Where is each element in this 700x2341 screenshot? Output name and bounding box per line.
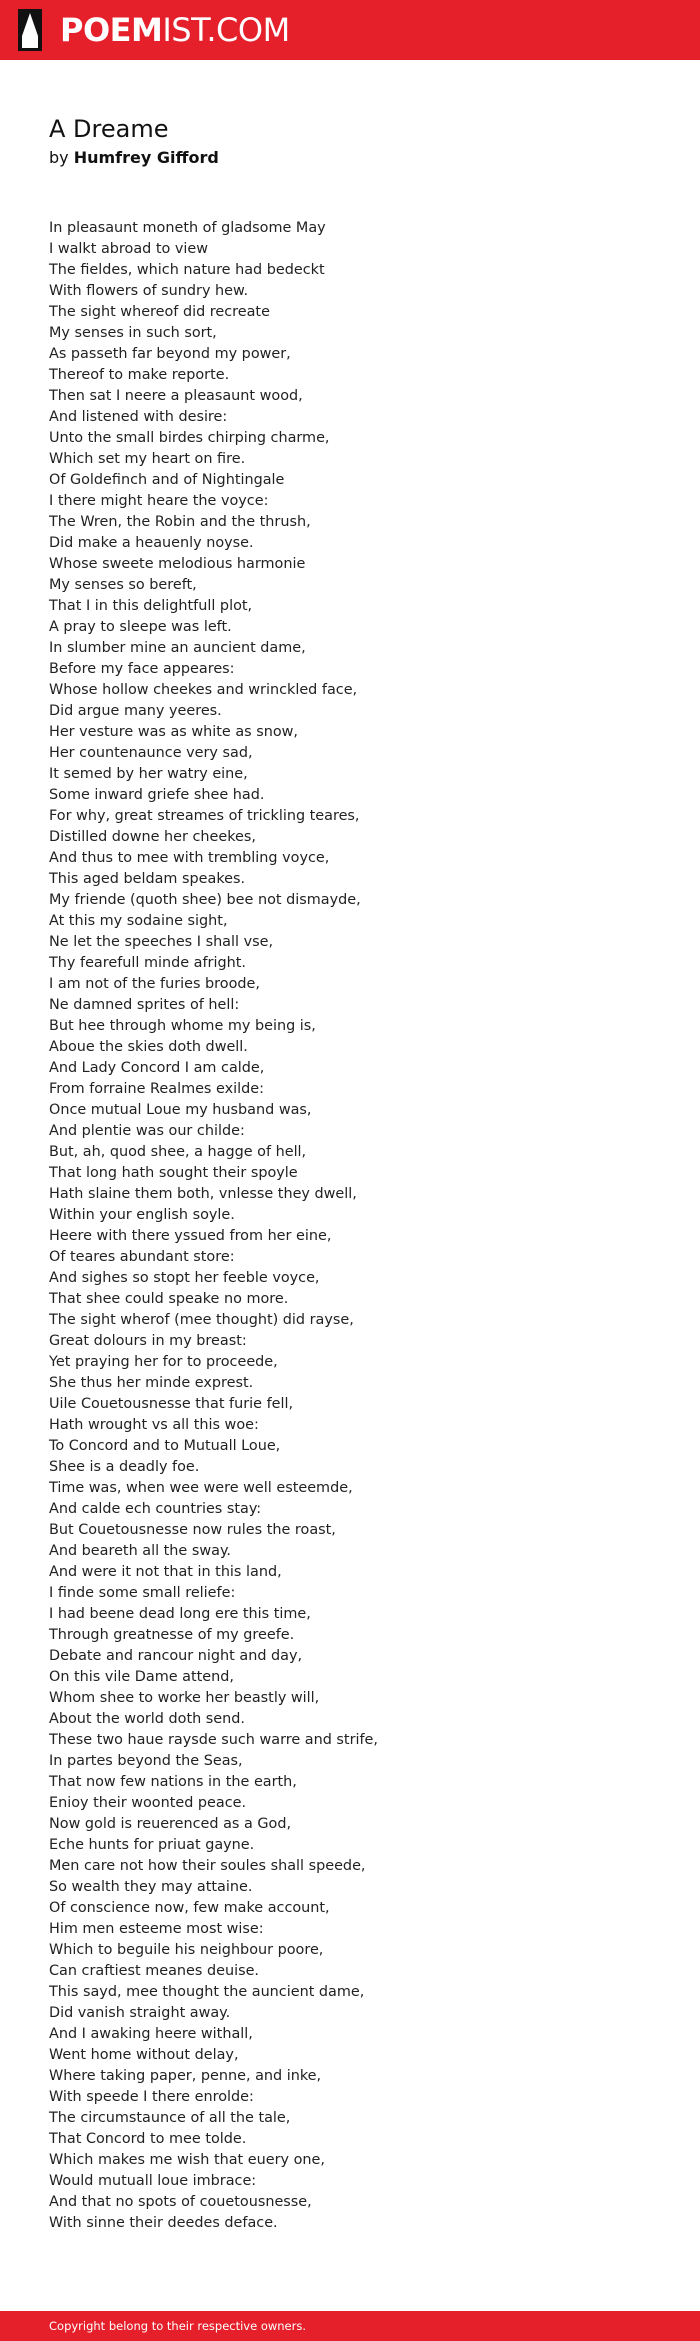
- site-footer: [0, 2311, 700, 2341]
- poem-line: It semed by her watry eine,: [49, 766, 248, 782]
- poem-line: And thus to mee with trembling voyce,: [49, 850, 330, 866]
- poem-line: And I awaking heere withall,: [49, 2026, 253, 2042]
- poem-line: This sayd, mee thought the auncient dame,: [49, 1984, 365, 2000]
- poem-line: I walkt abroad to view: [49, 241, 208, 257]
- poem-line: This aged beldam speakes.: [49, 871, 246, 887]
- poem-line: Did make a heauenly noyse.: [49, 535, 254, 551]
- poem-line: Which makes me wish that euery one,: [49, 2152, 325, 2168]
- poem-line: And beareth all the sway.: [49, 1543, 231, 1559]
- poem-byline: [49, 148, 219, 168]
- poem-line: But Couetousnesse now rules the roast,: [49, 1522, 336, 1538]
- brand-light: IST.COM: [162, 11, 290, 49]
- poem-line: Did argue many yeeres.: [49, 703, 222, 719]
- poem-line: A pray to sleepe was left.: [49, 619, 232, 635]
- poem-line: And that no spots of couetousnesse,: [49, 2194, 312, 2210]
- poem-line: Now gold is reuerenced as a God,: [49, 1816, 292, 1832]
- poem-line: In pleasaunt moneth of gladsome May: [49, 220, 326, 236]
- poem-line: Would mutuall loue imbrace:: [49, 2173, 257, 2189]
- poem-line: Her countenaunce very sad,: [49, 745, 253, 761]
- poem-line: As passeth far beyond my power,: [49, 346, 291, 362]
- poem-line: I finde some small reliefe:: [49, 1585, 236, 1601]
- poem-line: She thus her minde exprest.: [49, 1375, 254, 1391]
- poem-line: The sight whereof did recreate: [49, 304, 270, 320]
- site-logo[interactable]: [18, 9, 290, 51]
- poem-line: Thereof to make reporte.: [49, 367, 230, 383]
- poem-line: Yet praying her for to proceede,: [49, 1354, 278, 1370]
- poem-line: In partes beyond the Seas,: [49, 1753, 243, 1769]
- poem-line: I had beene dead long ere this time,: [49, 1606, 311, 1622]
- poem-line: Can craftiest meanes deuise.: [49, 1963, 259, 1979]
- poem-line: Then sat I neere a pleasaunt wood,: [49, 388, 303, 404]
- poem-title: A Dreame: [49, 115, 169, 143]
- poem-line: And listened with desire:: [49, 409, 228, 425]
- poem-line: Some inward griefe shee had.: [49, 787, 265, 803]
- poem-line: From forraine Realmes exilde:: [49, 1081, 264, 1097]
- poem-line: Unto the small birdes chirping charme,: [49, 430, 330, 446]
- poem-line: The circumstaunce of all the tale,: [49, 2110, 291, 2126]
- poem-line: With speede I there enrolde:: [49, 2089, 254, 2105]
- poem-line: Where taking paper, penne, and inke,: [49, 2068, 322, 2084]
- poem-line: Aboue the skies doth dwell.: [49, 1039, 248, 1055]
- site-header: [0, 0, 700, 60]
- poem-line: On this vile Dame attend,: [49, 1669, 234, 1685]
- poem-line: So wealth they may attaine.: [49, 1879, 253, 1895]
- poem-line: That long hath sought their spoyle: [49, 1165, 298, 1181]
- poem-line: And were it not that in this land,: [49, 1564, 282, 1580]
- poem-line: Whom shee to worke her beastly will,: [49, 1690, 320, 1706]
- poem-line: Uile Couetousnesse that furie fell,: [49, 1396, 294, 1412]
- poem-line: The sight wherof (mee thought) did rayse,: [49, 1312, 354, 1328]
- poem-body: [49, 218, 378, 2234]
- poem-line: That shee could speake no more.: [49, 1291, 289, 1307]
- poem-line: My senses so bereft,: [49, 577, 197, 593]
- poem-line: And calde ech countries stay:: [49, 1501, 262, 1517]
- poem-line: Through greatnesse of my greefe.: [49, 1627, 295, 1643]
- poem-line: Enioy their woonted peace.: [49, 1795, 247, 1811]
- poem-line: Ne damned sprites of hell:: [49, 997, 240, 1013]
- poem-line: I there might heare the voyce:: [49, 493, 269, 509]
- poem-line: Great dolours in my breast:: [49, 1333, 247, 1349]
- poem-line: Ne let the speeches I shall vse,: [49, 934, 274, 950]
- poem-line: But hee through whome my being is,: [49, 1018, 316, 1034]
- poem-line: And Lady Concord I am calde,: [49, 1060, 265, 1076]
- brand-bold: POEM: [60, 11, 163, 49]
- poem-line: Thy fearefull minde afright.: [49, 955, 246, 971]
- poem-line: Eche hunts for priuat gayne.: [49, 1837, 255, 1853]
- poem-line: My senses in such sort,: [49, 325, 217, 341]
- poem-line: Shee is a deadly foe.: [49, 1459, 200, 1475]
- poem-line: Whose sweete melodious harmonie: [49, 556, 306, 572]
- poem-line: At this my sodaine sight,: [49, 913, 228, 929]
- poem-line: Him men esteeme most wise:: [49, 1921, 264, 1937]
- poem-line: Before my face appeares:: [49, 661, 235, 677]
- poem-line: With flowers of sundry hew.: [49, 283, 249, 299]
- poem-line: With sinne their deedes deface.: [49, 2215, 278, 2231]
- poem-line: Distilled downe her cheekes,: [49, 829, 256, 845]
- poem-line: The fieldes, which nature had bedeckt: [49, 262, 325, 278]
- poem-line: Whose hollow cheekes and wrinckled face,: [49, 682, 358, 698]
- poem-line: Which set my heart on fire.: [49, 451, 246, 467]
- poem-line: Of conscience now, few make account,: [49, 1900, 330, 1916]
- pen-nib-icon: [18, 9, 42, 51]
- poem-line: And sighes so stopt her feeble voyce,: [49, 1270, 320, 1286]
- poem-author: Humfrey Gifford: [73, 148, 219, 167]
- poem-line: About the world doth send.: [49, 1711, 245, 1727]
- poem-line: Which to beguile his neighbour poore,: [49, 1942, 324, 1958]
- poem-line: But, ah, quod shee, a hagge of hell,: [49, 1144, 307, 1160]
- poem-line: Of teares abundant store:: [49, 1249, 235, 1265]
- poem-line: In slumber mine an auncient dame,: [49, 640, 306, 656]
- poem-line: For why, great streames of trickling teares,: [49, 808, 360, 824]
- poem-line: Time was, when wee were well esteemde,: [49, 1480, 353, 1496]
- poem-line: These two haue raysde such warre and strife,: [49, 1732, 378, 1748]
- site-brand: [60, 9, 290, 51]
- poem-line: Went home without delay,: [49, 2047, 239, 2063]
- poem-line: Her vesture was as white as snow,: [49, 724, 298, 740]
- poem-line: Heere with there yssued from her eine,: [49, 1228, 332, 1244]
- poem-line: Of Goldefinch and of Nightingale: [49, 472, 285, 488]
- poem-line: Within your english soyle.: [49, 1207, 235, 1223]
- poem-line: That I in this delightfull plot,: [49, 598, 253, 614]
- poem-line: Debate and rancour night and day,: [49, 1648, 303, 1664]
- poem-line: Did vanish straight away.: [49, 2005, 231, 2021]
- poem-line: That Concord to mee tolde.: [49, 2131, 247, 2147]
- copyright-notice: Copyright belong to their respective owners.: [49, 2319, 307, 2333]
- poem-line: Hath wrought vs all this woe:: [49, 1417, 259, 1433]
- by-label: by: [49, 148, 69, 167]
- poem-line: Men care not how their soules shall speede,: [49, 1858, 366, 1874]
- poem-line: That now few nations in the earth,: [49, 1774, 297, 1790]
- poem-line: The Wren, the Robin and the thrush,: [49, 514, 311, 530]
- poem-line: Once mutual Loue my husband was,: [49, 1102, 312, 1118]
- poem-line: Hath slaine them both, vnlesse they dwell,: [49, 1186, 357, 1202]
- poem-line: And plentie was our childe:: [49, 1123, 245, 1139]
- poem-line: My friende (quoth shee) bee not dismayde,: [49, 892, 361, 908]
- poem-line: To Concord and to Mutuall Loue,: [49, 1438, 281, 1454]
- poem-line: I am not of the furies broode,: [49, 976, 260, 992]
